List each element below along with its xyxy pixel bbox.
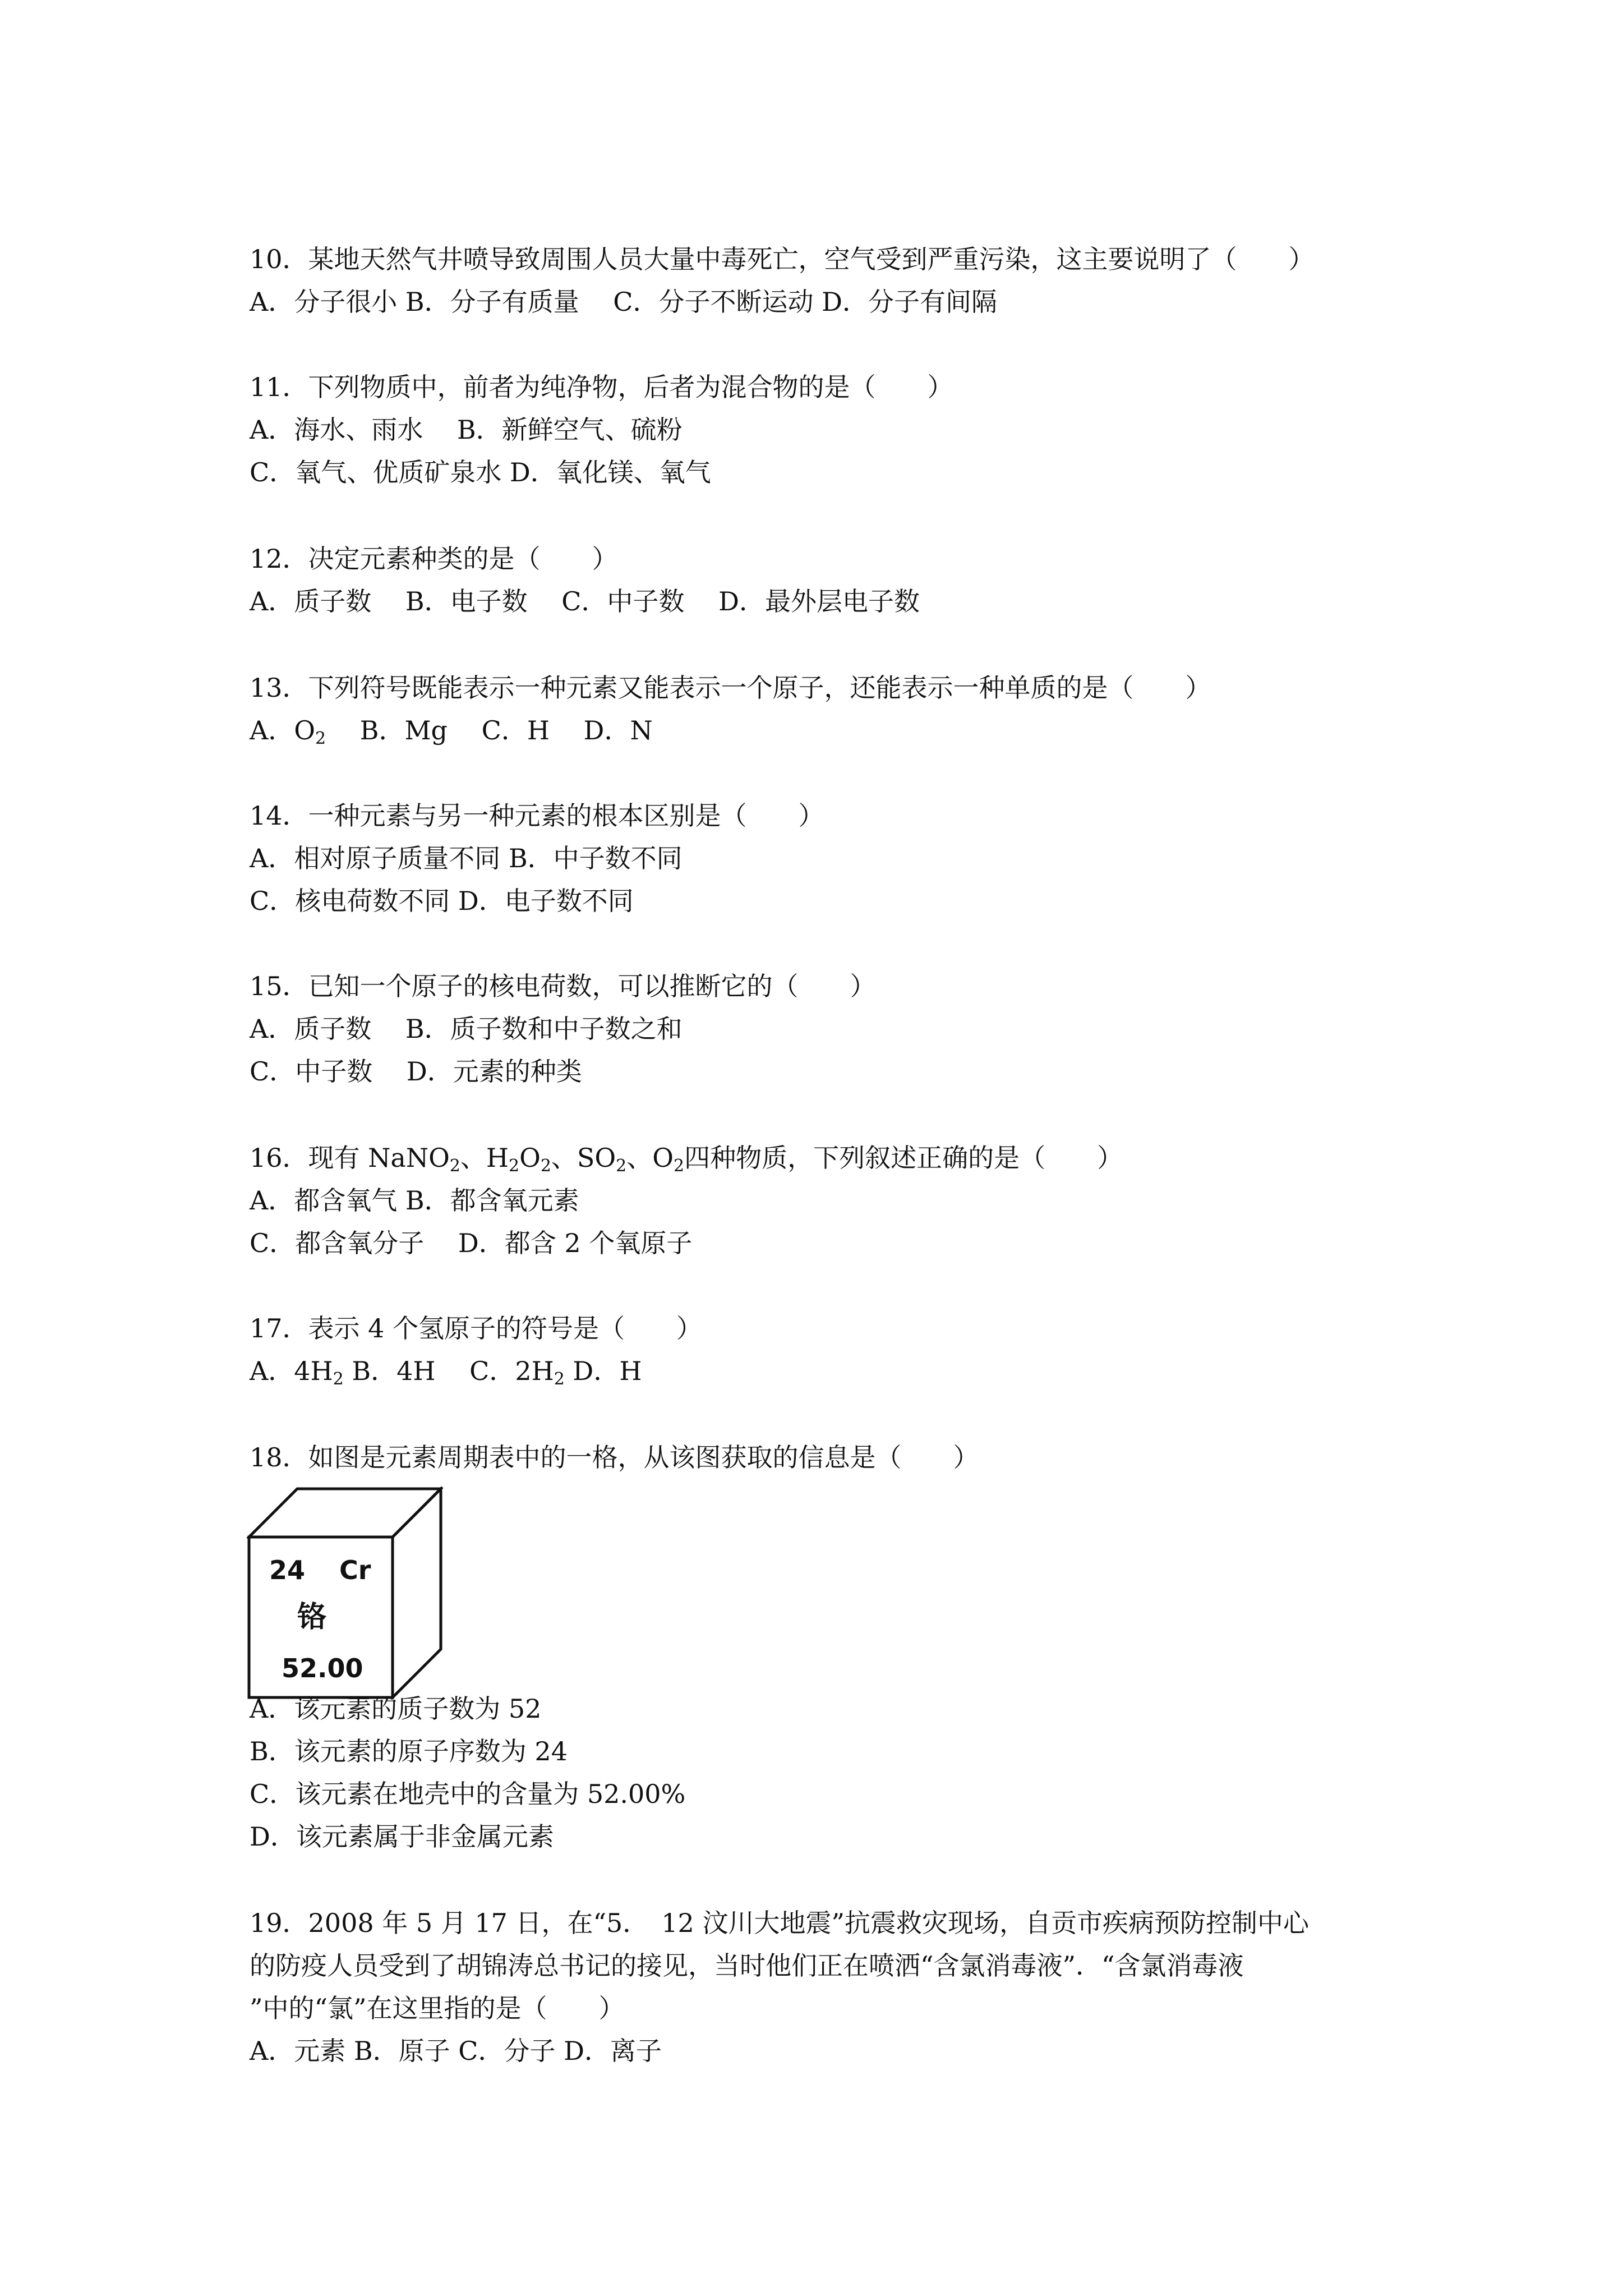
question-13-options: A．$O_2$ B．Mg C．H D．N [250, 715, 653, 748]
question-19-stem-line-1: 19．2008 年 5 月 17 日，在“5． 12 汶川大地震”抗震救灾现场，自贡市疾病预防控制中心 [250, 1908, 1309, 1938]
question-18-option-d: D．该元素属于非金属元素 [250, 1821, 554, 1852]
question-17-stem: 17．表示 4 个氢原子的符号是（ ） [250, 1313, 703, 1343]
cell-element-name: 铬 [297, 1600, 327, 1634]
question-14-options-cd: C．核电荷数不同 D．电子数不同 [250, 886, 634, 916]
periodic-table-cell-figure [247, 1487, 443, 1700]
question-15-stem: 15．已知一个原子的核电荷数，可以推断它的（ ） [250, 971, 876, 1001]
question-14-options-ab: A．相对原子质量不同 B．中子数不同 [250, 843, 683, 873]
cell-element-symbol: Cr [339, 1555, 371, 1585]
question-11-stem: 11．下列物质中，前者为纯净物，后者为混合物的是（ ） [250, 372, 953, 402]
question-10-stem: 10．某地天然气井喷导致周围人员大量中毒死亡，空气受到严重污染，这主要说明了（ ） [250, 244, 1315, 274]
question-19-options: A．元素 B．原子 C．分子 D．离子 [250, 2036, 662, 2066]
question-18-option-c: C．该元素在地壳中的含量为 52.00% [250, 1779, 686, 1809]
question-16-stem: 16．现有 NaNO$_2$、$H_2O_2$、$SO_2$、$O_2$四种物质，下列叙述正确的是（ ） [250, 1143, 1123, 1176]
question-16-options-cd: C．都含氧分子 D．都含 2 个氧原子 [250, 1228, 693, 1258]
question-14-stem: 14．一种元素与另一种元素的根本区别是（ ） [250, 800, 824, 831]
question-19-stem-line-3: ”中的“氯”在这里指的是（ ） [250, 1993, 625, 2023]
cell-atomic-mass: 52.00 [282, 1653, 363, 1683]
question-16-options-ab: A．都含氧气 B．都含氧元素 [250, 1185, 579, 1216]
question-18-stem: 18．如图是元素周期表中的一格，从该图获取的信息是（ ） [250, 1442, 979, 1473]
question-18-option-a: A．该元素的质子数为 52 [250, 1694, 542, 1724]
cell-top-face [249, 1489, 441, 1537]
question-12-stem: 12．决定元素种类的是（ ） [250, 544, 618, 574]
question-19-stem-line-2: 的防疫人员受到了胡锦涛总书记的接见，当时他们正在喷洒“含氯消毒液”．“含氯消毒液 [250, 1950, 1244, 1981]
question-11-options-cd: C．氧气、优质矿泉水 D．氧化镁、氧气 [250, 457, 711, 487]
cell-side-face [393, 1489, 441, 1697]
cell-atomic-number: 24 [269, 1555, 306, 1585]
question-17-options: A．$4H_2$ B．4H C．$2H_2$ D．H [250, 1356, 642, 1389]
question-15-options-ab: A．质子数 B．质子数和中子数之和 [250, 1014, 683, 1044]
question-13-stem: 13．下列符号既能表示一种元素又能表示一个原子，还能表示一种单质的是（ ） [250, 673, 1211, 703]
question-18-option-b: B．该元素的原子序数为 24 [250, 1736, 568, 1766]
question-15-options-cd: C．中子数 D．元素的种类 [250, 1056, 582, 1087]
question-10-options: A．分子很小 B．分子有质量 C．分子不断运动 D．分子有间隔 [250, 287, 997, 317]
question-12-options: A．质子数 B．电子数 C．中子数 D．最外层电子数 [250, 586, 920, 616]
question-11-options-ab: A．海水、雨水 B．新鲜空气、硫粉 [250, 415, 683, 445]
